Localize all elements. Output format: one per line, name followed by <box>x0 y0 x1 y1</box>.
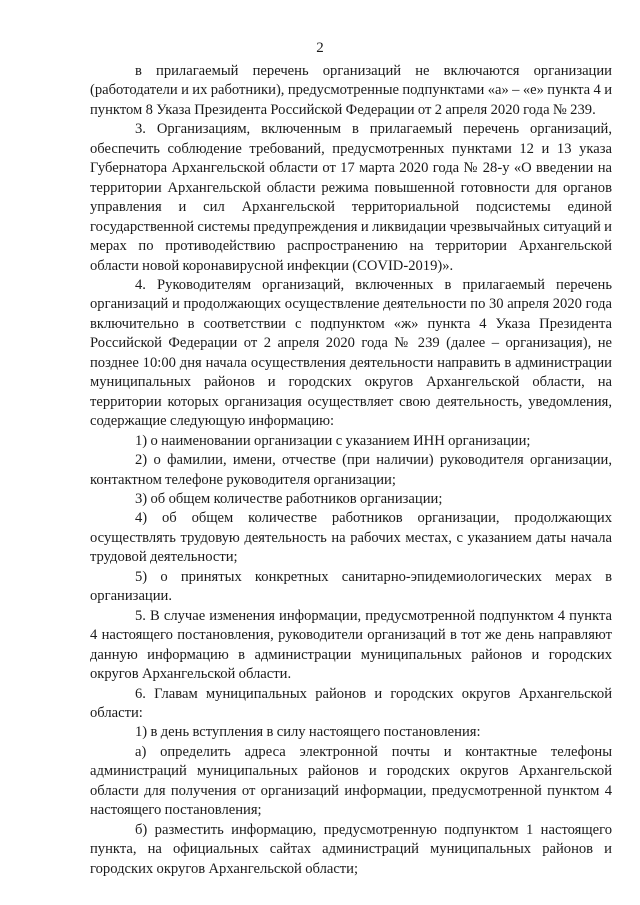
paragraph-item-6: 6. Главам муниципальных районов и городских округов Архангельской области: <box>90 685 612 721</box>
paragraph-continuation: в прилагаемый перечень организаций не включаются организации (работодатели и их работники), предусмотренные подпунктами «а» – «е» пункта 4 и пунктом 8 Указа Президента Российской Федерации от 2 апреля 2020 года № 239. <box>90 63 612 118</box>
paragraph-item-3: 3. Организациям, включенным в прилагаемый перечень организаций, обеспечить соблюдение требований, предусмотренных пунктами 12 и 13 указа Губернатора Архангельской области от 17 марта 2020 года № 28-у «О введении на территории Архангельской области режима повышенной готовности для органов управления и сил Архангельской территориальной подсистемы единой государственной системы предупреждения и ликвидации чрезвычайных ситуаций и мерах по противодействию распространению на территории Архангельской области новой коронавирусной инфекции (COVID-2019)». <box>90 121 612 274</box>
subitem-4: 4) об общем количестве работников организации, продолжающих осуществлять трудовую деятельность на рабочих местах, с указанием даты начала трудовой деятельности; <box>90 510 612 566</box>
paragraph-item-4: 4. Руководителям организаций, включенных в прилагаемый перечень организаций и продолжающих осуществление деятельности по 30 апреля 2020 года включительно в соответствии с подпунктом «ж» пункта 4 Указа Президента Российской Федерации от 2 апреля 2020 года № 239 (далее – организация), не позднее 10:00 дня начала осуществления деятельности направить в администрации муниципальных районов и городских округов Архангельской области, на территории которых организация осуществляет свою деятельность, уведомления, содержащие следующую информацию: <box>90 276 612 430</box>
paragraph-item-5: 5. В случае изменения информации, предусмотренной подпунктом 4 пункта 4 настоящего постановления, руководители организаций в тот же день направляют данную информацию в администрации муниципальных районов и городских округов Архангельской области. <box>90 607 612 683</box>
subitem-1: 1) о наименовании организации с указанием ИНН организации; <box>135 432 531 449</box>
subitem-2: 2) о фамилии, имени, отчестве (при наличии) руководителя организации, контактном телефоне руководителя организации; <box>90 452 612 488</box>
subitem-6-1-a: а) определить адреса электронной почты и контактные телефоны администраций муниципальных районов и городских округов Архангельской области для получения от организаций информации, предусмотренной пунктом 4 настоящего постановления; <box>90 743 612 819</box>
subitem-6-1: 1) в день вступления в силу настоящего постановления: <box>135 724 481 741</box>
document-body <box>90 62 612 879</box>
page-number: 2 <box>316 40 324 56</box>
subitem-5: 5) о принятых конкретных санитарно-эпидемиологических мерах в организации. <box>90 568 612 605</box>
subitem-3: 3) об общем количестве работников организации; <box>135 490 443 507</box>
subitem-6-1-b: б) разместить информацию, предусмотренную подпунктом 1 настоящего пункта, на официальных сайтах администраций муниципальных районов и городских округов Архангельской области; <box>90 821 612 877</box>
